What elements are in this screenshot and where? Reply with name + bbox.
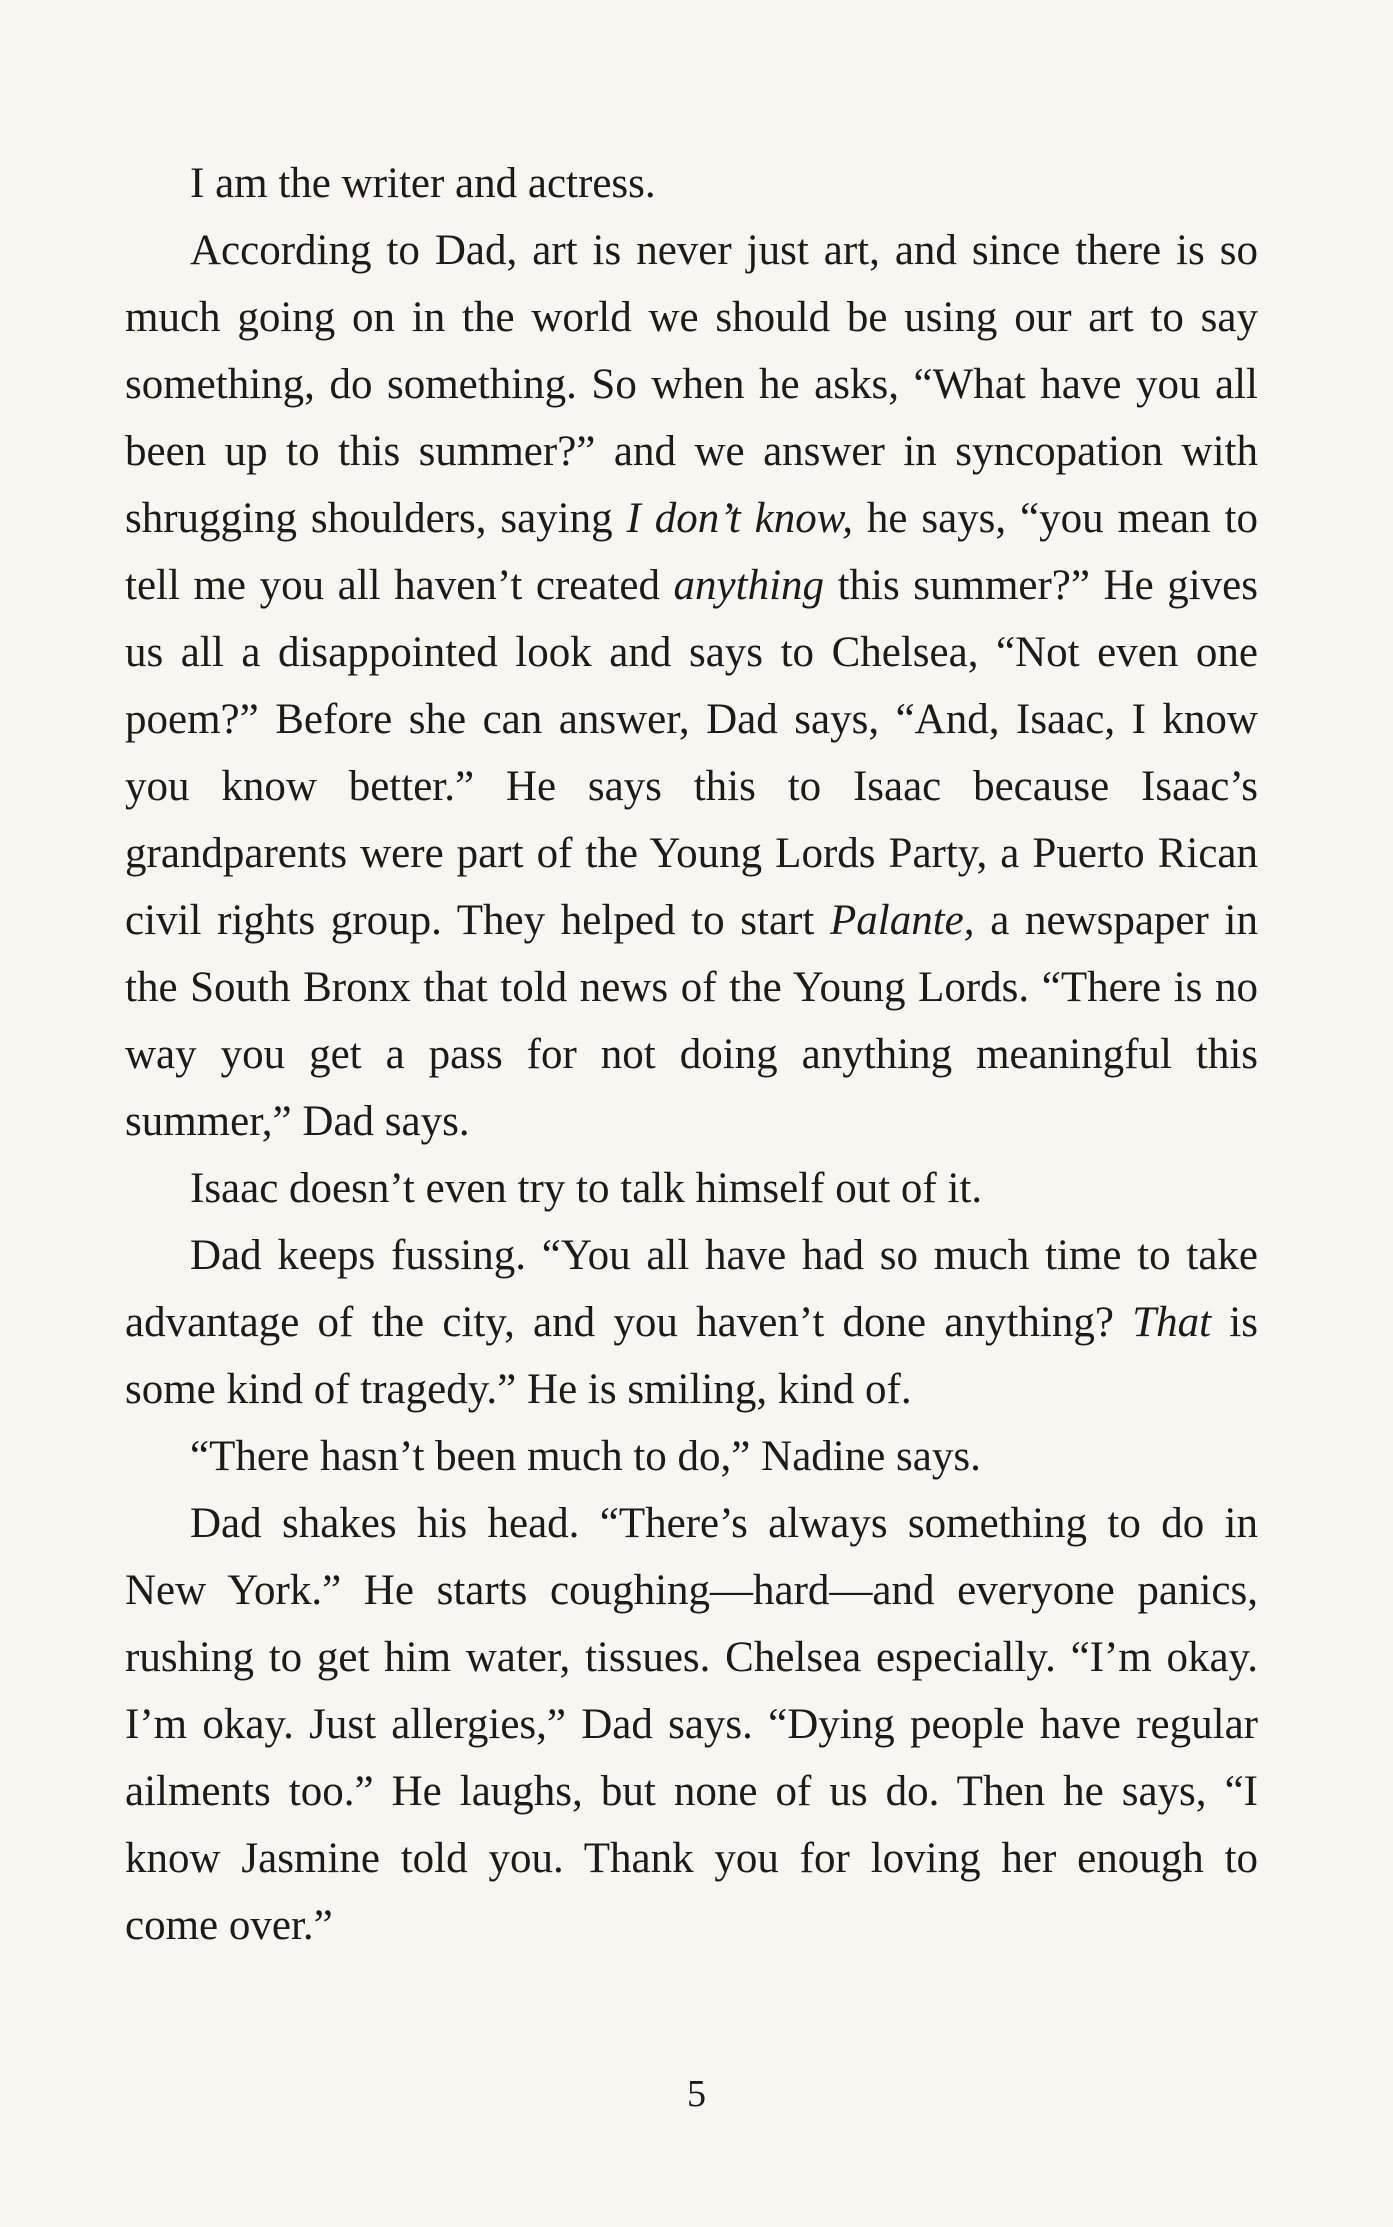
paragraph-4-part-a: Dad keeps fussing. “You all have had so much time to take advantage of the city, and you haven’t done anything? [125,1232,1258,1346]
page-number: 5 [687,2073,706,2115]
paragraph-5: “There hasn’t been much to do,” Nadine says. [190,1433,981,1480]
paragraph-2-part-g: a newspaper in the South Bronx that told news of the Young Lords. “There is no way you get a pass for not doing anything meaningful this summer,” Dad says. [125,897,1258,1145]
paragraph-2 [125,217,1258,1155]
paragraph-2-italic-palante: Palante, [830,897,975,944]
paragraph-3: Isaac doesn’t even try to talk himself out of it. [190,1165,983,1212]
paragraph-4-italic-that: That [1132,1299,1212,1346]
paragraph-2-italic-anything: anything [673,562,825,609]
paragraph-6: Dad shakes his head. “There’s always something to do in New York.” He starts coughing—hard—and everyone panics, rushing to get him water, tissues. Chelsea especially. “I’m okay. I’m okay. Just allergies,” Dad says. “Dying people have regular ailments too.” He laughs, but none of us do. Then he says, “I know Jasmine told you. Thank you for loving her enough to come over.” [125,1500,1258,1949]
paragraph-2-italic-i-dont-know: I don’t know, [626,495,853,542]
paragraph-2-part-a: According to Dad, art is never just art, and since there is so much going on in the world we should be using our art to say something, do something. So when he asks, “What have you all been up to this summer?” and we answer in syncopation with shrugging shoulders, saying [125,227,1258,542]
paragraph-4 [125,1222,1258,1423]
paragraph-2-part-e: this summer?” He gives us all a disappointed look and says to Chelsea, “Not even one poem?” Before she can answer, Dad says, “And, Isaac, I know you know better.” He says this to Isaac because Isaac’s grandparents were part of the Young Lords Party, a Puerto Rican civil rights group. They helped to start [125,562,1258,944]
paragraph-2-part-c: he says, “you mean to tell me you all haven’t created [125,495,1258,609]
paragraph-4-part-c: is some kind of tragedy.” He is smiling, kind of. [125,1299,1258,1413]
body-text [125,150,1258,1959]
paragraph-1: I am the writer and actress. [190,160,656,207]
